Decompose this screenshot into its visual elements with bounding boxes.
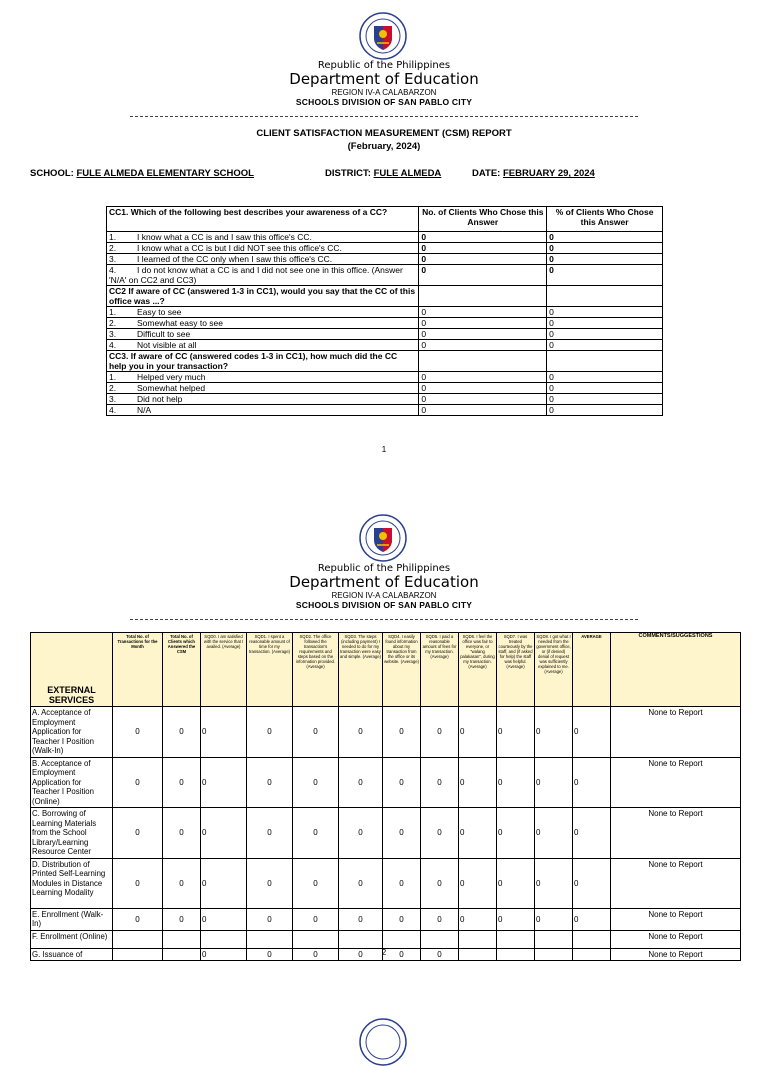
col-percent-header: % of Clients Who Chose this Answer [547,207,663,232]
score-cell: 0 [573,707,611,758]
option-number: 3. [109,329,117,339]
cc1-row [107,265,663,286]
option-number: 1. [109,307,117,317]
department-title: Department of Education [289,573,479,591]
cc2-row [107,340,663,351]
table-row [31,808,741,859]
option-number: 2. [109,318,117,328]
score-cell [113,930,163,948]
table-row [31,908,741,930]
option-text: I know what a CC is but I did NOT see this office's CC. [137,243,342,253]
score-cell: 0 [247,948,293,961]
service-name: C. Borrowing of Learning Materials from the School Library/Learning Resource Center [31,808,113,859]
client-count: 0 [419,254,547,265]
comments-header: COMMENTS/SUGGESTIONS [611,633,741,707]
date-info: DATE: FEBRUARY 29, 2024 [472,168,595,179]
score-cell: 0 [459,808,497,859]
option-number: 4. [109,405,117,415]
service-name: F. Enrollment (Online) [31,930,113,948]
score-cell [247,930,293,948]
header-divider [130,619,638,620]
cc1-row [107,232,663,243]
client-count: 0 [419,394,547,405]
client-percent: 0 [547,394,663,405]
score-cell: 0 [383,908,421,930]
client-percent: 0 [547,307,663,318]
score-cell: 0 [163,707,201,758]
option-number: 2. [109,243,117,253]
sqd7-header: SQD7. I was treated courteously by the staff, and (if asked for help) the staff was helpful. (Average) [497,633,535,707]
score-cell: 0 [339,808,383,859]
option-number: 4. [109,340,117,350]
school-name: FULE ALMEDA ELEMENTARY SCHOOL [76,168,254,179]
external-services-header: EXTERNAL SERVICES [31,633,113,707]
score-cell: 0 [163,908,201,930]
client-percent: 0 [547,372,663,383]
client-count: 0 [419,265,547,286]
table-row [31,707,741,758]
score-cell: 0 [383,707,421,758]
table-row [31,757,741,808]
option-number: 4. [109,265,117,275]
sqd1-header: SQD1. I spent a reasonable amount of time for my transaction. (Average) [247,633,293,707]
score-cell: 0 [421,757,459,808]
score-cell: 0 [497,707,535,758]
score-cell: 0 [383,858,421,908]
division-text: SCHOOLS DIVISION OF SAN PABLO CITY [295,97,473,107]
score-cell [497,930,535,948]
score-cell: 0 [113,707,163,758]
score-cell: 0 [247,757,293,808]
client-percent: 0 [547,340,663,351]
score-cell: 0 [163,757,201,808]
deped-seal-icon [359,12,407,60]
comment-cell: None to Report [611,757,741,808]
option-number: 2. [109,383,117,393]
score-cell [163,930,201,948]
report-title: CLIENT SATISFACTION MEASUREMENT (CSM) REPORT [256,128,512,139]
score-cell: 0 [247,858,293,908]
client-count: 0 [419,405,547,416]
service-name: G. Issuance of [31,948,113,961]
sqd0-header: SQD0. I am satisfied with the service that I availed. (Average) [201,633,247,707]
comment-cell: None to Report [611,858,741,908]
option-text: Difficult to see [137,329,191,339]
option-text: Easy to see [137,307,182,317]
sqd3-header: SQD3. The steps (including payment) I needed to do for my transaction were easy and simple. (Average) [339,633,383,707]
score-cell: 0 [201,908,247,930]
score-cell: 0 [201,707,247,758]
service-name: B. Acceptance of Employment Application for Teacher I Position (Online) [31,757,113,808]
cc2-row [107,318,663,329]
table-row [31,930,741,948]
client-percent: 0 [547,254,663,265]
score-cell: 0 [339,858,383,908]
cc3-row [107,372,663,383]
client-count: 0 [419,329,547,340]
score-cell [459,930,497,948]
table-row [31,858,741,908]
score-cell: 0 [163,858,201,908]
sqd8-header: SQD8. I got what I needed from the government office, or (if denied) denial of request was sufficiently explained to me. (Average) [535,633,573,707]
score-cell: 0 [293,948,339,961]
score-cell: 0 [201,808,247,859]
header-divider [130,116,638,117]
score-cell: 0 [497,908,535,930]
option-number: 3. [109,254,117,264]
service-quality-table [30,632,741,961]
comment-cell: None to Report [611,930,741,948]
sqd2-header: SQD2. The office followed the transaction's requirements and steps based on the information provided. (Average) [293,633,339,707]
score-cell: 0 [339,908,383,930]
region-text: REGION IV-A CALABARZON [331,591,437,600]
sqd4-header: SQD4. I easily found information about my transaction from the office or its website. (Average) [383,633,421,707]
clients-header: Total No. of Clients which Answered the CSM [163,633,201,707]
client-count: 0 [419,232,547,243]
cc2-row [107,307,663,318]
cc1-row [107,243,663,254]
cc1-question: CC1. Which of the following best describes your awareness of a CC? [107,207,419,232]
score-cell: 0 [421,908,459,930]
score-cell [573,930,611,948]
client-percent: 0 [547,405,663,416]
score-cell: 0 [535,908,573,930]
score-cell: 0 [497,808,535,859]
score-cell [339,930,383,948]
score-cell: 0 [535,858,573,908]
deped-seal-icon [359,514,407,562]
score-cell [421,930,459,948]
option-text: I do not know what a CC is and I did not see one in this office. (Answer 'N/A' on CC2 and CC3) [109,265,403,285]
score-cell: 0 [497,858,535,908]
score-cell: 0 [339,948,383,961]
client-count: 0 [419,307,547,318]
comment-cell: None to Report [611,908,741,930]
school-info: SCHOOL: FULE ALMEDA ELEMENTARY SCHOOL [30,168,254,179]
score-cell: 0 [293,808,339,859]
cc2-row [107,329,663,340]
sqd5-header: SQD5. I paid a reasonable amount of fees for my transaction. (Average) [421,633,459,707]
score-cell: 0 [497,757,535,808]
cc2-question: CC2 If aware of CC (answered 1-3 in CC1), would you say that the CC of this office was ...? [107,286,419,307]
score-cell: 0 [383,757,421,808]
score-cell: 0 [459,908,497,930]
score-cell: 0 [201,858,247,908]
republic-text: Republic of the Philippines [317,60,451,71]
score-cell [383,930,421,948]
score-cell [535,930,573,948]
score-cell: 0 [113,908,163,930]
option-number: 3. [109,394,117,404]
page-number: 2 [381,948,387,957]
score-cell: 0 [535,707,573,758]
score-cell: 0 [113,858,163,908]
cc3-row [107,394,663,405]
score-cell: 0 [339,757,383,808]
score-cell [201,930,247,948]
score-cell: 0 [201,757,247,808]
department-title: Department of Education [289,70,479,88]
score-cell: 0 [421,948,459,961]
page-number: 1 [381,445,387,454]
score-cell: 0 [113,757,163,808]
client-count: 0 [419,372,547,383]
average-header: AVERAGE [573,633,611,707]
score-cell: 0 [247,908,293,930]
option-text: Somewhat easy to see [137,318,223,328]
score-cell [293,930,339,948]
client-percent: 0 [547,383,663,394]
col-count-header: No. of Clients Who Chose this Answer [419,207,547,232]
score-cell: 0 [247,707,293,758]
cc3-row [107,383,663,394]
score-cell: 0 [163,808,201,859]
service-name: E. Enrollment (Walk-In) [31,908,113,930]
score-cell: 0 [201,948,247,961]
score-cell: 0 [573,908,611,930]
score-cell: 0 [459,858,497,908]
comment-cell: None to Report [611,808,741,859]
score-cell: 0 [459,707,497,758]
score-cell: 0 [293,757,339,808]
score-cell: 0 [459,757,497,808]
score-cell: 0 [293,707,339,758]
sqd6-header: SQD6. I feel the office was fair to everyone, or "walang palakasan", during my transaction. (Average) [459,633,497,707]
report-date: FEBRUARY 29, 2024 [502,168,595,179]
cc3-question: CC3. If aware of CC (answered codes 1-3 in CC1), how much did the CC help you in your transaction? [107,351,419,372]
option-text: Did not help [137,394,183,404]
score-cell: 0 [421,707,459,758]
client-percent: 0 [547,329,663,340]
service-name: A. Acceptance of Employment Application for Teacher I Position (Walk-In) [31,707,113,758]
service-name: D. Distribution of Printed Self-Learning Modules in Distance Learning Modality [31,858,113,908]
score-cell: 0 [113,808,163,859]
district-info: DISTRICT: FULE ALMEDA [325,168,442,179]
cc3-row [107,405,663,416]
district-name: FULE ALMEDA [373,168,442,179]
option-text: N/A [137,405,152,415]
division-text: SCHOOLS DIVISION OF SAN PABLO CITY [295,600,473,610]
option-text: Helped very much [137,372,206,382]
client-count: 0 [419,340,547,351]
score-cell: 0 [293,908,339,930]
option-text: I learned of the CC only when I saw this office's CC. [137,254,333,264]
score-cell: 0 [383,808,421,859]
client-percent: 0 [547,232,663,243]
deped-seal-icon [359,1018,407,1066]
client-count: 0 [419,318,547,329]
citizens-charter-table [106,206,663,416]
cc1-row [107,254,663,265]
score-cell: 0 [421,808,459,859]
score-cell: 0 [573,808,611,859]
option-text: Not visible at all [137,340,197,350]
comment-cell: None to Report [611,707,741,758]
option-number: 1. [109,372,117,382]
client-count: 0 [419,243,547,254]
option-text: Somewhat helped [137,383,206,393]
option-text: I know what a CC is and I saw this office's CC. [137,232,312,242]
republic-text: Republic of the Philippines [317,563,451,574]
score-cell: 0 [573,858,611,908]
option-number: 1. [109,232,117,242]
score-cell: 0 [339,707,383,758]
report-period: (February, 2024) [347,141,421,152]
region-text: REGION IV-A CALABARZON [331,88,437,97]
score-cell: 0 [535,808,573,859]
score-cell: 0 [535,757,573,808]
score-cell: 0 [573,757,611,808]
transactions-header: Total No. of Transactions for the Month [113,633,163,707]
client-count: 0 [419,383,547,394]
comment-cell: None to Report [611,948,741,961]
score-cell: 0 [247,808,293,859]
client-percent: 0 [547,243,663,254]
score-cell: 0 [293,858,339,908]
client-percent: 0 [547,265,663,286]
score-cell: 0 [421,858,459,908]
score-cell: 0 [383,948,421,961]
client-percent: 0 [547,318,663,329]
